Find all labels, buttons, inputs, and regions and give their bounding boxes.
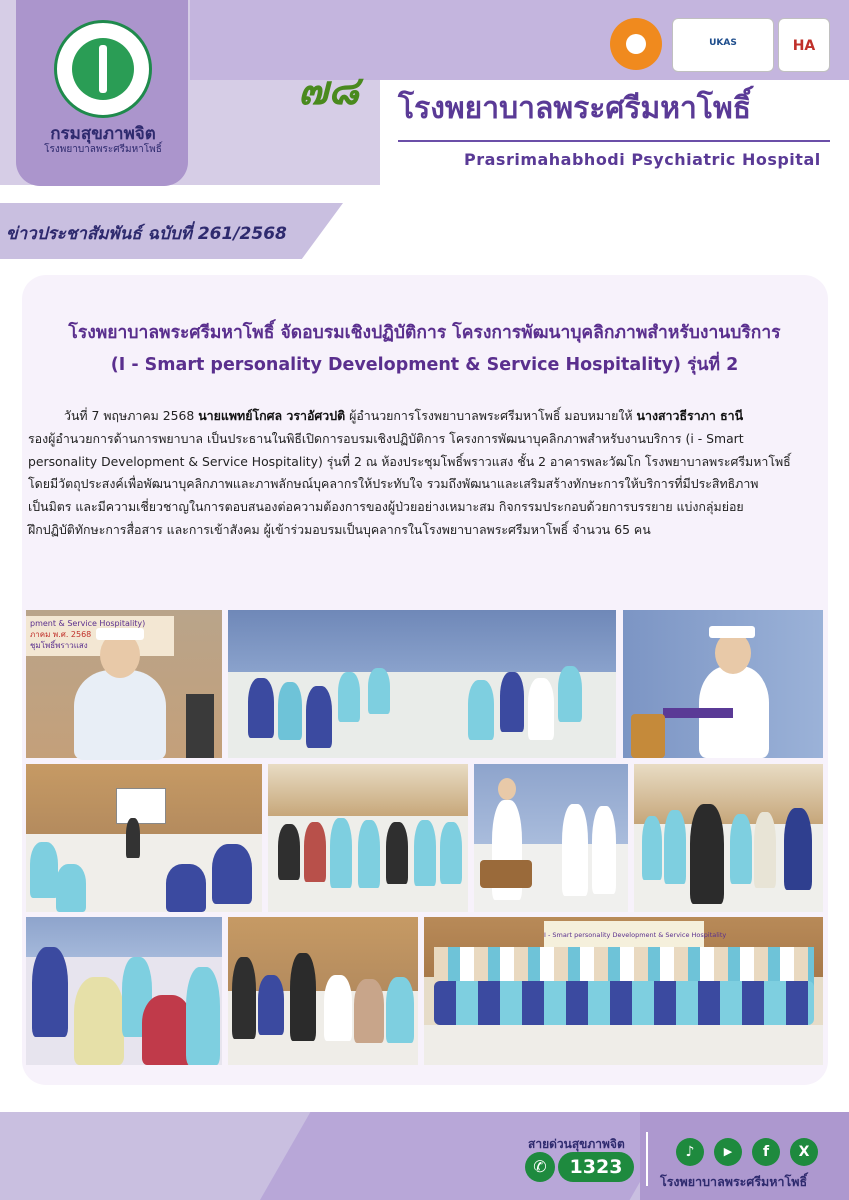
title-divider: [398, 140, 830, 142]
press-release-number: ข่าวประชาสัมพันธ์ ฉบับที่ 261/2568: [6, 224, 287, 244]
hospital-emblem-center: [626, 34, 646, 54]
group-photo-banner: I - Smart personality Development & Service Hospitality: [544, 921, 704, 949]
event-banner: pment & Service Hospitality) ภาคม พ.ศ. 2568 ชุมโพธิ์พราวแสง: [26, 616, 174, 656]
department-subtitle: โรงพยาบาลพระศรีมหาโพธิ์: [44, 144, 162, 155]
photo-group-photo: [424, 917, 823, 1065]
article-title: โรงพยาบาลพระศรีมหาโพธิ์ จัดอบรมเชิงปฏิบัติการ โครงการพัฒนาบุคลิกภาพสำหรับงานบริการ: [68, 323, 781, 343]
ukas-certification-badge: [672, 18, 774, 72]
anniversary-logo: ๗๘: [298, 67, 359, 114]
ukas-label: UKAS: [709, 38, 737, 48]
photo-communication-practice: [228, 917, 418, 1065]
caduceus-icon: [99, 45, 107, 93]
hospital-name-th: โรงพยาบาลพระศรีมหาโพธิ์: [398, 91, 752, 126]
footer-divider: [646, 1132, 648, 1186]
photo-participants-lineup: [268, 764, 468, 912]
tiktok-icon[interactable]: ♪: [676, 1138, 704, 1166]
projector-screen: [116, 788, 166, 824]
article-body: [28, 405, 828, 542]
photo-lecture-projector: [26, 764, 262, 912]
body-line-6: ฝึกปฏิบัติทักษะการสื่อสาร และการเข้าสังคม ผู้เข้าร่วมอบรมเป็นบุคลากรในโรงพยาบาลพระศรีมหาโพธิ์ จำนวน 65 คน: [28, 521, 651, 537]
hotline-number[interactable]: 1323: [558, 1152, 634, 1182]
photo-ceremony-speech: [623, 610, 823, 758]
x-icon[interactable]: X: [790, 1138, 818, 1166]
body-line-3: personality Development & Service Hospitality) รุ่นที่ 2 ณ ห้องประชุมโพธิ์พราวแสง ชั้น 2 อาคารพละวัฒโก โรงพยาบาลพระศรีมหาโพธิ์: [28, 453, 791, 469]
facebook-icon[interactable]: f: [752, 1138, 780, 1166]
photo-speaker-portrait: [26, 610, 222, 758]
photo-nurses-standing: [474, 764, 628, 912]
phone-icon: ✆: [525, 1152, 555, 1182]
department-name: กรมสุขภาพจิต: [50, 124, 156, 144]
photo-group-practice: [634, 764, 823, 912]
hospital-name-en: Prasrimahabhodi Psychiatric Hospital: [464, 150, 821, 169]
deputy-name: นางสาวธีราภา ธานี: [636, 408, 744, 423]
body-line-4: โดยมีวัตถุประสงค์เพื่อพัฒนาบุคลิกภาพและภาพลักษณ์บุคลากรให้ประทับใจ รวมถึงพัฒนาและเสริมสร้างทักษะการให้บริการที่มีประสิทธิภาพ: [28, 476, 759, 492]
footer-hospital-name: โรงพยาบาลพระศรีมหาโพธิ์: [660, 1174, 808, 1189]
photo-activity-clapping: [26, 917, 222, 1065]
body-line-5: เป็นมิตร และมีความเชี่ยวชาญในการตอบสนองต่อความต้องการของผู้ป่วยอย่างเหมาะสม กิจกรรมประกอบด้วยการบรรยาย แบ่งกลุ่มย่อย: [28, 499, 744, 515]
youtube-icon[interactable]: ▶: [714, 1138, 742, 1166]
body-line-2: รองผู้อำนวยการด้านการพยาบาล เป็นประธานในพิธีเปิดการอบรมเชิงปฏิบัติการ โครงการพัฒนาบุคลิกภาพสำหรับงานบริการ (i - Smart: [28, 430, 744, 446]
director-name: นายแพทย์โกศล วราอัศวปติ: [198, 408, 346, 423]
ha-label: HA: [792, 38, 816, 54]
article-subtitle: (I - Smart personality Development & Service Hospitality) รุ่นที่ 2: [110, 355, 739, 375]
ha-accreditation-badge: [778, 18, 830, 72]
photo-meeting-room: [228, 610, 616, 758]
hotline-label: สายด่วนสุขภาพจิต: [528, 1137, 625, 1151]
body-line-1: วันที่ 7 พฤษภาคม 2568 นายแพทย์โกศล วราอัศวปติ ผู้อำนวยการโรงพยาบาลพระศรีมหาโพธิ์ มอบหมายให้ นางสาวธีราภา ธานี: [64, 408, 744, 423]
